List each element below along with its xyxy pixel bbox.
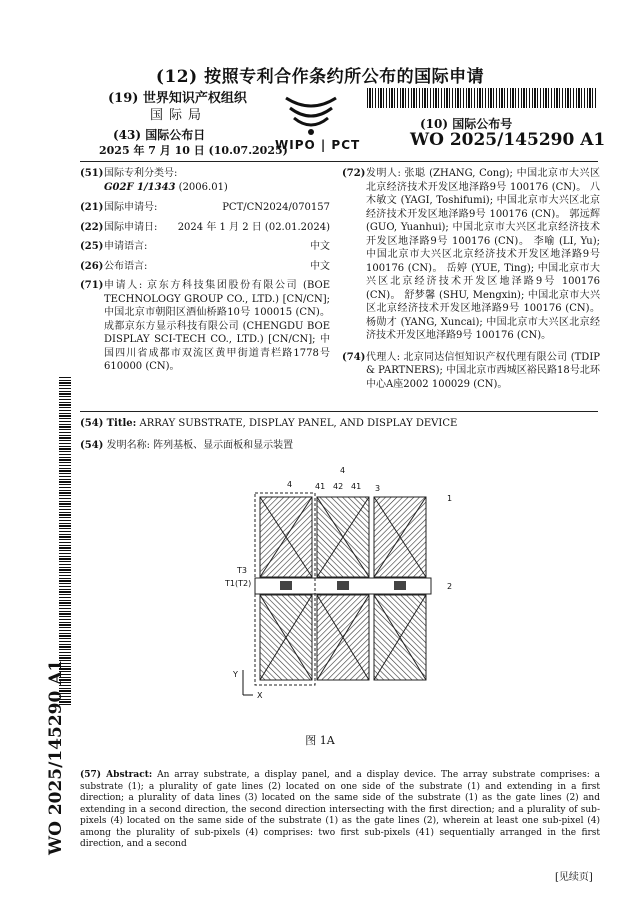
field-value: 中文 bbox=[310, 260, 330, 272]
field-value: 中文 bbox=[310, 241, 330, 252]
inventor-text: 发明人: 张聪 (ZHANG, Cong); 中国北京市大兴区北京经济技术开发区地泽路9号 100176 (CN)。 八木敏文 (YAGI, Toshifumi); 中国北京市大兴区北京经济技术开发区地泽路9号 100176 (CN)。 郭远辉 (GUO, Yuanhui); 中国北京市大兴区北京经济技术开发区地泽路9号 100176 (CN)。 李喻 (LI, Yu); 中国北京市大兴区北京经济技术开发区地泽路9号 100176 (CN)。 岳婷 (YUE, Ting); 中国北京市大兴区北京经济技术开发区地泽路9号 100176 (CN)。 舒梦馨 (SHU, Mengxin); 中国北京市大兴区北京经济技术开发区地泽路9号 100176 (CN)。 杨勋才 (YANG, Xuncai); 中国北京市大兴区北京经济技术开发区地泽路9号 100176 (CN)。 bbox=[366, 168, 600, 341]
axes-icon bbox=[243, 670, 253, 695]
field-num: (71) bbox=[80, 280, 104, 291]
field-22 bbox=[80, 221, 330, 235]
field-num: (21) bbox=[80, 202, 104, 213]
document-title: (12) 按照专利合作条约所公布的国际申请 bbox=[155, 67, 485, 87]
pubno-label: (10) 国际公布号 bbox=[420, 117, 513, 131]
ipc-value: G02F 1/1343 bbox=[104, 181, 176, 193]
barcode-top bbox=[367, 88, 597, 108]
pixel-grid bbox=[255, 493, 431, 685]
field-74 bbox=[342, 351, 600, 392]
label-41a: 41 bbox=[315, 482, 326, 491]
wipo-pct-text: WIPO | PCT bbox=[275, 138, 361, 152]
field-25 bbox=[80, 240, 330, 254]
abstract-label: (57) Abstract: bbox=[80, 770, 153, 780]
side-pubno: WO 2025/145290 A1 bbox=[46, 659, 66, 855]
field-label: 申请语言: bbox=[104, 241, 148, 252]
figure-1a bbox=[225, 465, 460, 705]
divider-top bbox=[80, 161, 598, 162]
right-fields bbox=[342, 167, 600, 391]
field-51 bbox=[80, 167, 330, 194]
field-label: 国际专利分类号: bbox=[104, 168, 178, 179]
field-26 bbox=[80, 260, 330, 274]
org-name: (19) 世界知识产权组织 bbox=[108, 91, 247, 106]
title-en-value: ARRAY SUBSTRATE, DISPLAY PANEL, AND DISPLAY DEVICE bbox=[139, 418, 458, 429]
divider-mid bbox=[80, 411, 598, 412]
title-zh-label: 发明名称: bbox=[106, 440, 150, 451]
applicant-text: 申请人: 京东方科技集团股份有限公司 (BOE TECHNOLOGY GROUP CO., LTD.) [CN/CN]; 中国北京市朝阳区酒仙桥路10号 100015 (CN)。 成都京东方显示科技有限公司 (CHENGDU BOE DISPLAY SCI-TECH CO., LTD.) [CN/CN]; 中国四川省成都市双流区黄甲街道青栏路1778号 610000 (CN)。 bbox=[104, 280, 330, 372]
field-num: (72) bbox=[342, 168, 366, 179]
field-value: PCT/CN2024/070157 bbox=[222, 202, 330, 213]
label-x: X bbox=[257, 691, 263, 700]
wipo-logo-icon bbox=[282, 92, 340, 138]
abstract bbox=[80, 770, 600, 851]
label-3: 3 bbox=[375, 484, 381, 493]
title-en-label: Title: bbox=[106, 418, 137, 429]
label-y: Y bbox=[233, 670, 238, 679]
field-num: (25) bbox=[80, 241, 104, 252]
field-72 bbox=[342, 167, 600, 343]
figure-caption: 图 1A bbox=[305, 734, 335, 747]
pubno-value: WO 2025/145290 A1 bbox=[410, 130, 606, 150]
abstract-text: An array substrate, a display panel, and a display device. The array substrate comprises: a substrate (1); a plurality of gate lines (2) located on one side of the substrate (1) and extending in a first direction; a plurality of data lines (3) located on the same side of the substrate (1) as the gate lines (2) and extending in a second direction, the second direction intersecting with the first direction; and a plurality of sub-pixels (4) located on the same side of the substrate (1) as the gate lines (2), wherein at least one sub-pixel (4) among the plurality of sub-pixels (4) comprises: two first sub-pixels (41) sequentially arranged in the first direction, and a second bbox=[80, 770, 600, 849]
field-label: 国际申请日: bbox=[104, 221, 158, 233]
field-label: 国际申请号: bbox=[104, 202, 158, 213]
label-1: 1 bbox=[447, 494, 453, 503]
field-71 bbox=[80, 279, 330, 374]
field-label: 公布语言: bbox=[104, 260, 148, 272]
org-bureau: 国际局 bbox=[150, 108, 208, 123]
title-en bbox=[80, 418, 457, 429]
label-t1t2: T1(T2) bbox=[225, 579, 252, 588]
field-value: 2024 年 1 月 2 日 (02.01.2024) bbox=[177, 221, 330, 233]
label-t3: T3 bbox=[237, 566, 247, 575]
label-42: 42 bbox=[333, 482, 344, 491]
pubdate-value: 2025 年 7 月 10 日 (10.07.2025) bbox=[99, 144, 288, 157]
barcode-left bbox=[59, 375, 71, 705]
field-num: (74) bbox=[342, 351, 366, 363]
title-zh bbox=[80, 436, 293, 451]
label-4-top: 4 bbox=[340, 466, 346, 475]
field-num: (54) bbox=[80, 418, 104, 429]
label-41b: 41 bbox=[351, 482, 362, 491]
field-num: (54) bbox=[80, 440, 104, 451]
field-num: (22) bbox=[80, 221, 104, 233]
ipc-year: (2006.01) bbox=[178, 181, 228, 193]
agent-text: 代理人: 北京同达信恒知识产权代理有限公司 (TDIP & PARTNERS); 中国北京市西城区裕民路18号北环中心A座2002 100029 (CN)。 bbox=[366, 351, 600, 390]
title-zh-value: 阵列基板、显示面板和显示装置 bbox=[153, 440, 294, 451]
field-num: (51) bbox=[80, 168, 104, 179]
continued-note: [见续页] bbox=[555, 872, 593, 883]
label-4-left: 4 bbox=[287, 480, 293, 489]
pubdate-label: (43) 国际公布日 bbox=[113, 128, 206, 142]
field-num: (26) bbox=[80, 260, 104, 272]
label-2: 2 bbox=[447, 582, 453, 591]
field-21 bbox=[80, 201, 330, 215]
left-fields bbox=[80, 167, 330, 374]
